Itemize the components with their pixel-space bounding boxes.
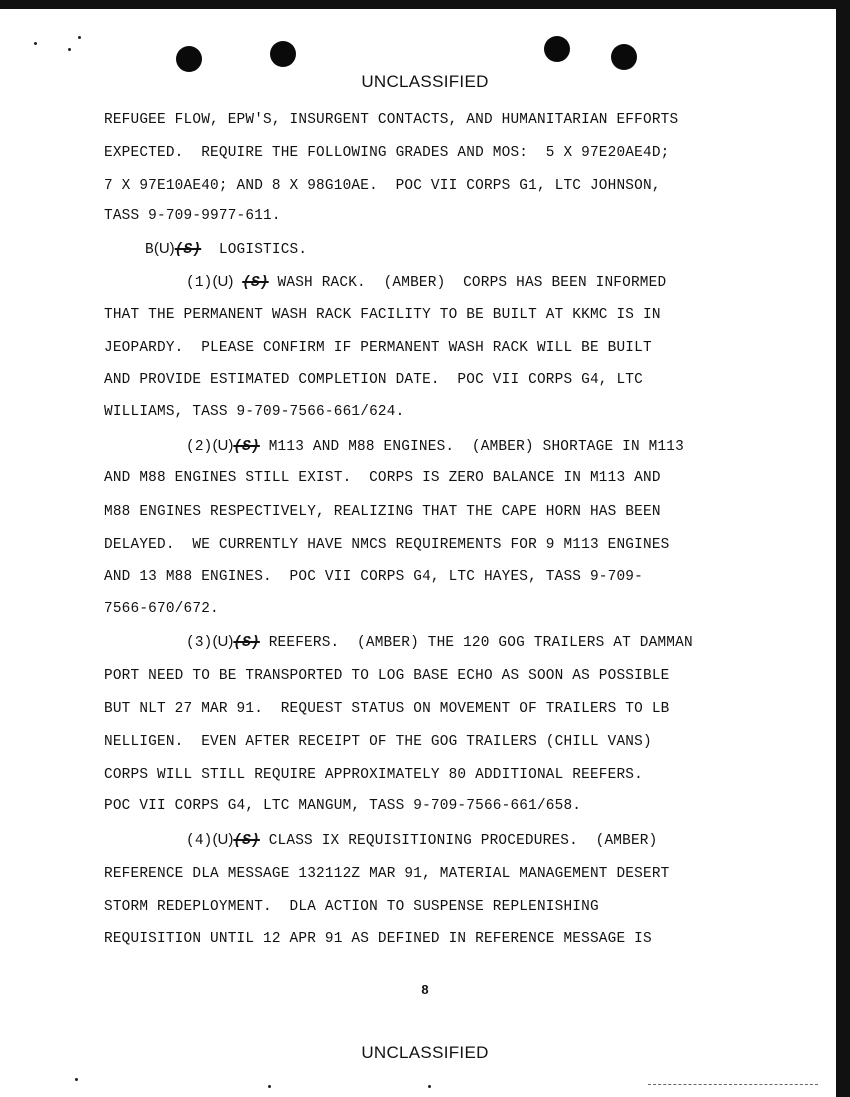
paragraph-title: WASH RACK. (AMBER) CORPS HAS BEEN INFORMED [268, 275, 667, 291]
paragraph-heading-3 [186, 633, 693, 652]
punch-hole [544, 36, 570, 62]
body-line: PORT NEED TO BE TRANSPORTED TO LOG BASE ECHO AS SOON AS POSSIBLE [104, 668, 670, 684]
scan-speck [268, 1085, 271, 1088]
scan-speck [78, 36, 81, 39]
section-heading-b [145, 240, 307, 259]
body-line: POC VII CORPS G4, LTC MANGUM, TASS 9-709-7566-661/658. [104, 798, 582, 814]
scan-noise-line [648, 1084, 818, 1086]
paragraph-heading-2 [186, 437, 684, 456]
paragraph-title: M113 AND M88 ENGINES. (AMBER) SHORTAGE IN M113 [259, 439, 684, 455]
classification-mark: (U) [212, 831, 234, 848]
body-line: M88 ENGINES RESPECTIVELY, REALIZING THAT THE CAPE HORN HAS BEEN [104, 504, 661, 520]
paragraph-number: (4) [186, 833, 213, 849]
punch-hole [611, 44, 637, 70]
scan-speck [428, 1085, 431, 1088]
scan-border-top [0, 0, 850, 9]
body-line: AND 13 M88 ENGINES. POC VII CORPS G4, LTC HAYES, TASS 9-709- [104, 569, 643, 585]
classification-mark: (U) [212, 273, 234, 290]
body-line: AND M88 ENGINES STILL EXIST. CORPS IS ZERO BALANCE IN M113 AND [104, 470, 661, 486]
struck-classification-mark: (S) [233, 439, 260, 455]
footer-classification: UNCLASSIFIED [361, 1043, 489, 1062]
body-line: REQUISITION UNTIL 12 APR 91 AS DEFINED IN REFERENCE MESSAGE IS [104, 931, 652, 947]
paragraph-title: CLASS IX REQUISITIONING PROCEDURES. (AMBER) [259, 833, 658, 849]
body-line: BUT NLT 27 MAR 91. REQUEST STATUS ON MOVEMENT OF TRAILERS TO LB [104, 701, 670, 717]
section-title: LOGISTICS. [201, 242, 308, 258]
body-line: 7 X 97E10AE40; AND 8 X 98G10AE. POC VII CORPS G1, LTC JOHNSON, [104, 178, 661, 194]
struck-classification-mark: (S) [233, 833, 260, 849]
struck-classification-mark: (S) [233, 635, 260, 651]
paragraph-heading-4 [186, 831, 657, 850]
paragraph-number: (1) [186, 275, 213, 291]
classification-mark: (U) [212, 633, 234, 650]
body-line: CORPS WILL STILL REQUIRE APPROXIMATELY 80 ADDITIONAL REEFERS. [104, 767, 643, 783]
paragraph-number: (3) [186, 635, 213, 651]
scan-speck [68, 48, 71, 51]
body-line: STORM REDEPLOYMENT. DLA ACTION TO SUSPENSE REPLENISHING [104, 899, 599, 915]
punch-hole [176, 46, 202, 72]
body-line: REFUGEE FLOW, EPW'S, INSURGENT CONTACTS, AND HUMANITARIAN EFFORTS [104, 112, 679, 128]
paragraph-title: REEFERS. (AMBER) THE 120 GOG TRAILERS AT DAMMAN [259, 635, 693, 651]
section-label: B [145, 242, 154, 258]
classification-mark: (U) [153, 240, 175, 257]
body-line: WILLIAMS, TASS 9-709-7566-661/624. [104, 404, 405, 420]
body-line: REFERENCE DLA MESSAGE 132112Z MAR 91, MATERIAL MANAGEMENT DESERT [104, 866, 670, 882]
body-line: 7566-670/672. [104, 601, 219, 617]
body-line: EXPECTED. REQUIRE THE FOLLOWING GRADES AND MOS: 5 X 97E20AE4D; [104, 145, 670, 161]
body-line: NELLIGEN. EVEN AFTER RECEIPT OF THE GOG TRAILERS (CHILL VANS) [104, 734, 652, 750]
struck-classification-mark: (S) [174, 242, 202, 258]
page-number: 8 [421, 982, 429, 997]
scan-speck [34, 42, 37, 45]
body-line: THAT THE PERMANENT WASH RACK FACILITY TO BE BUILT AT KKMC IS IN [104, 307, 661, 323]
scan-speck [75, 1078, 78, 1081]
header-classification: UNCLASSIFIED [361, 72, 489, 91]
paragraph-heading-1 [186, 273, 666, 292]
punch-hole [270, 41, 296, 67]
body-line: DELAYED. WE CURRENTLY HAVE NMCS REQUIREMENTS FOR 9 M113 ENGINES [104, 537, 670, 553]
body-line: JEOPARDY. PLEASE CONFIRM IF PERMANENT WASH RACK WILL BE BUILT [104, 340, 652, 356]
scan-border-right [836, 0, 850, 1097]
body-line: AND PROVIDE ESTIMATED COMPLETION DATE. POC VII CORPS G4, LTC [104, 372, 643, 388]
struck-classification-mark: (S) [242, 275, 269, 291]
classification-mark: (U) [212, 437, 234, 454]
paragraph-number: (2) [186, 439, 213, 455]
body-line: TASS 9-709-9977-611. [104, 208, 281, 224]
